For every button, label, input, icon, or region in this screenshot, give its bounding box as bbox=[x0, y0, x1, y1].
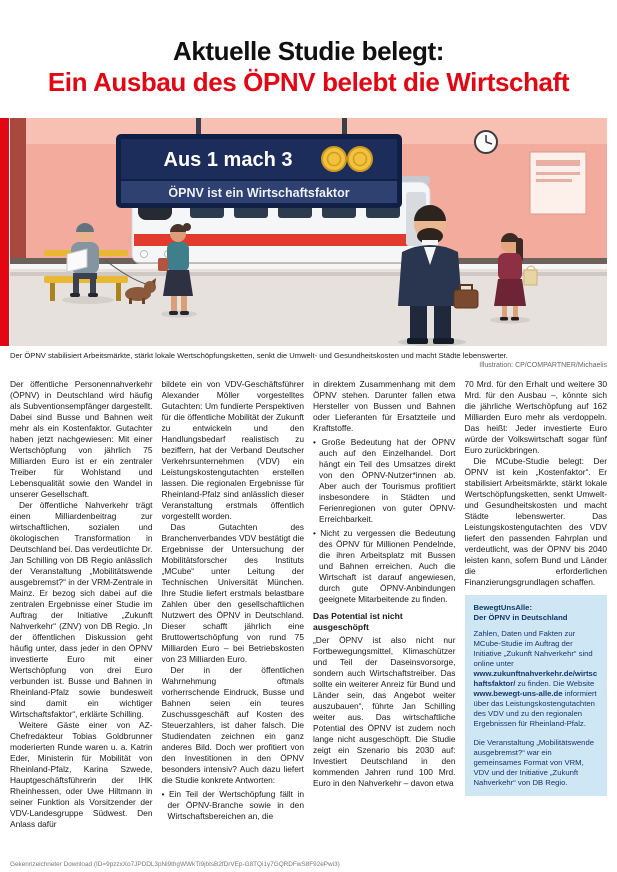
article-title bbox=[0, 36, 617, 98]
illustration-credit: Illustration: CP/COMPARTNER/Michaelis bbox=[479, 362, 607, 369]
section-subheading: Das Potential ist nicht ausgeschöpft bbox=[313, 611, 403, 632]
paragraph: „Der ÖPNV ist also nicht nur Fortbewegungsmittel, Klimaschützer und Teil der Daseinsvorsorge, sondern auch Wirtschaftstreiber. Das sollte ein weiterer Anreiz für Bund und Länder sein, das Angebot weiter auszubauen“, führte Jan Schilling weiter aus. Das wirtschaftliche Potential des ÖPNV ist zudem noch lange nicht ausgeschöpft. Die Studie zeigt ein Szenario bis 2030 auf: Investiert Deutschland in den kommenden Jahren rund 100 Mrd. Euro in den Nahverkehr – davon etwa bbox=[313, 635, 456, 788]
bullet-item: • Nicht zu vergessen die Bedeutung des ÖPNV für Millionen Pendelnde, die ihren Arbeitsplatz mit Bussen und Bahnen erreichen. Auch die Wirtschaft ist darauf angewiesen, durch gute ÖPNV-Anbindungen geeignete Mitarbeitende zu finden. bbox=[313, 528, 456, 604]
info-box-paragraph bbox=[474, 629, 599, 729]
station-clock-icon bbox=[475, 131, 497, 153]
paragraph: Weitere Gäste einer von AZ-Chefredakteur Tobias Goldbrunner moderierten Runde waren u. a. Katrin Eder, Ministerin für Mobilität von Rheinland-Pfalz, Karina Szwede, Hauptgeschäftsführerin der IHK Rheinhessen, oder Uwe Hiltmann in seiner Funktion als Vorsitzender der VDV-Landesgruppe Südwest. Den Anlass dafür bbox=[10, 720, 153, 829]
bullet-item: • Große Bedeutung hat der ÖPNV auch auf den Einzelhandel. Dort hängt ein Teil des Umsatzes direkt von den ÖPNV-Nutzer*innen ab. Aber auch der Tourismus profitiert insbesondere in Städten und Ferienregionen von guter ÖPNV-Erreichbarkeit. bbox=[313, 437, 456, 524]
info-box-paragraph: Die Veranstaltung „Mobilitätswende ausgebremst?“ war ein gemeinsames Format von VRM, VDV und der Initiative „Zukunft Nahverkehr“ von DB Regio. bbox=[473, 738, 595, 787]
paragraph: Der öffentliche Personennahverkehr (ÖPNV) in Deutschland wird häufig als Subventionsempfänger dargestellt. Dabei sind Busse und Bahnen weit mehr als ein Kostenfaktor. Gutachter haben jetzt nachgewiesen: Mit einer Wertschöpfung von jährlich 75 Milliarden Euro ist er ein zentraler Treiber für Wohlstand und Lebensqualität sowie den Wandel in unserer Gesellschaft. bbox=[10, 379, 153, 499]
link-zukunftnahverkehr[interactable]: www.zukunftnahverkehr.de/wirtschaftsfaktor/ bbox=[473, 669, 598, 688]
station-scene-svg bbox=[10, 118, 607, 346]
info-box-title-line1: BewegtUnsAlle: bbox=[473, 603, 533, 612]
article-column-1 bbox=[10, 379, 153, 857]
info-box-text: Zahlen, Daten und Fakten zur MCube-Studie im Auftrag der Initiative „Zukunft Nahverkehr“ sind online unter bbox=[473, 629, 593, 668]
article-title-line2: Ein Ausbau des ÖPNV belebt die Wirtschaft bbox=[47, 67, 570, 97]
info-box-text: informiert über das Leistungskostengutachten des VDV und zu den regionalen Ergebnissen für Rheinland-Pfalz. bbox=[473, 689, 597, 728]
wall-poster bbox=[530, 152, 586, 214]
article-body bbox=[10, 379, 607, 857]
article-column-3 bbox=[313, 379, 456, 857]
paragraph: 70 Mrd. für den Erhalt und weitere 30 Mrd. für den Ausbau –, könnte sich die jährliche Wertschöpfung auf 162 Milliarden Euro mehr als verdoppeln. Das heißt: Jeder investierte Euro würde der Volkswirtschaft sogar fünf Euro zurückbringen. bbox=[464, 379, 607, 455]
paragraph: Das Gutachten des Branchenverbandes VDV bestätigt die Ergebnisse der Untersuchung der Mobilitätsforscher des Instituts „MCube“ unter Leitung der Technischen Universität München. Ihre Studie liefert erstmals belastbare Zahlen über den gesellschaftlichen Nutzwert des ÖPNV in Deutschland. Dieser schafft jährlich eine Bruttowertschöpfung von rund 75 Milliarden Euro – bei Betriebskosten von 23 Milliarden Euro. bbox=[161, 522, 304, 664]
paragraph: Der in der öffentlichen Wahrnehmung oftmals vorherrschende Eindruck, Busse und Bahnen seien ein teures Zuschussgeschäft auf Kosten des Steuerzahlers, ist daher falsch. Die Studiendaten zeichnen ein ganz anderes Bild. Doch wer profitiert von den Investitionen in den ÖPNV besonders intensiv? Auch dazu liefert die Studie konkrete Antworten: bbox=[161, 665, 304, 785]
paragraph: Der öffentliche Nahverkehr trägt einen Milliardenbeitrag zur wirtschaftlichen, sozialen und ökologischen Transformation in Deutschland bei. Das verdeutlichte Dr. Jan Schilling von DB Regio anlässlich der Veranstaltung „Mobilitätswende ausgebremst?“ in der VRM-Zentrale in Mainz. Er bezog sich dabei auf die zentralen Ergebnisse einer Studie im Auftrag der Initiative „Zukunft Nahverkehr“ (ZNV) von DB Regio. „In der öffentlichen Diskussion geht häufig unter, dass jeder in den ÖPNV investierte Euro mit einer Wertschöpfung von drei Euro verbunden ist. Busse und Bahnen in Rheinland-Pfalz sowie bundesweit sind damit ein wichtiger Wirtschaftsfaktor“, erklärte Schilling. bbox=[10, 500, 153, 719]
paragraph: Die MCube-Studie belegt: Der ÖPNV ist kein „Kostenfaktor“. Er stabilisiert Arbeitsmärkte, stärkt lokale Wertschöpfungsketten, senkt Umwelt- und Gesundheitskosten und macht Städte lebenswerter. Das Leistungskostengutachten des VDV liefert den passenden Fahrplan und verdeutlicht, was der ÖPNV bis 2040 leisten kann, sofern Bund und Länder die erforderlichen Finanzierungsgrundlagen schaffen. bbox=[464, 456, 607, 587]
illustration-caption: Der ÖPNV stabilisiert Arbeitsmärkte, stärkt lokale Wertschöpfungsketten, senkt die Umwelt- und Gesundheitskosten und macht Städte lebenswerter. bbox=[10, 351, 508, 360]
accent-bar bbox=[0, 118, 9, 346]
article-title-line1: Aktuelle Studie belegt: bbox=[172, 36, 445, 66]
article-column-4 bbox=[465, 379, 608, 857]
link-bewegt-uns-alle[interactable]: www.bewegt-uns-alle.de bbox=[473, 689, 563, 698]
paragraph: in direktem Zusammenhang mit dem ÖPNV stehen. Darunter fallen etwa Hersteller von Bussen und Bahnen oder Lieferanten für Ersatzteile und Kraftstoffe. bbox=[313, 379, 456, 433]
article-column-2 bbox=[162, 379, 305, 857]
info-box bbox=[465, 595, 608, 796]
wall-pillar bbox=[10, 118, 26, 278]
download-watermark: Gekennzeichneter Download (ID=9pzzxXo7JPDDL3pNi9thgWWkTl9jbtsB2fDrVEp-G8TQi1y7GQRDFwS8F92ePwi3) bbox=[10, 861, 340, 868]
sign-text-line2: ÖPNV ist ein Wirtschaftsfaktor bbox=[168, 186, 350, 200]
station-illustration bbox=[10, 118, 607, 346]
bullet-item: • Ein Teil der Wertschöpfung fällt in der ÖPNV-Branche sowie in den Wirtschaftsbereichen an, die bbox=[161, 789, 304, 821]
info-box-text: zu finden. Die Website bbox=[515, 679, 595, 688]
sign-text-line1: Aus 1 mach 3 bbox=[163, 149, 293, 171]
info-box-title-line2: Der ÖPNV in Deutschland bbox=[473, 613, 568, 622]
paragraph: bildete ein von VDV-Geschäftsführer Alexander Möller vorgestelltes Gutachten: Um fundierte Perspektiven für die öffentliche Mobilität der Zukunft zu entwickeln und den Handlungsbedarf realistisch zu beziffern, hat der Verband Deutscher Verkehrsunternehmen (VDV) ein Leistungskostengutachten erstellen lassen. Die regionalen Ergebnisse für Rheinland-Pfalz sind anlässlich dieser Veranstaltung erstmals öffentlich vorgestellt worden. bbox=[161, 379, 304, 521]
